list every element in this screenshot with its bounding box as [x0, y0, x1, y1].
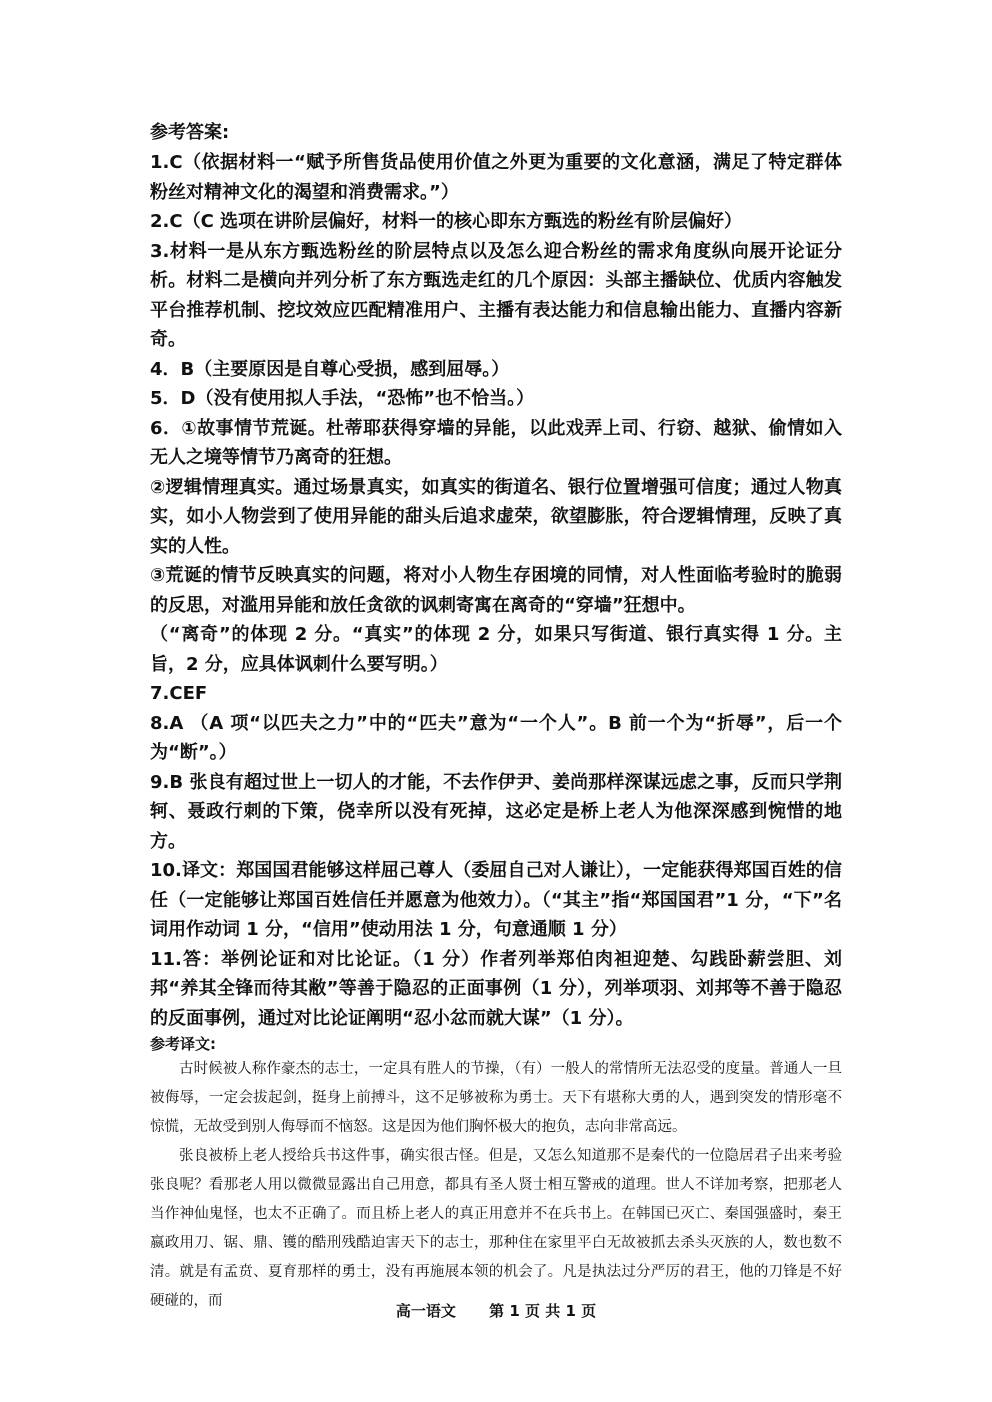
answer-9: 9.B 张良有超过世上一切人的才能，不去作伊尹、姜尚那样深谋远虑之事，反而只学荆轲、聂政行刺的下策，侥幸所以没有死掉，这必定是桥上老人为他深深感到惋惜的地方。 — [150, 771, 842, 852]
translation-heading: 参考译文: — [150, 1035, 216, 1053]
answer-8: 8.A （A 项“以匹夫之力”中的“匹夫”意为“一个人”。B 前一个为“折辱”，后一个为“断”。） — [150, 712, 842, 763]
answer-3: 3.材料一是从东方甄选粉丝的阶层特点以及怎么迎合粉丝的需求角度纵向展开论证分析。材料二是横向并列分析了东方甄选走红的几个原因：头部主播缺位、优质内容触发平台推荐机制、挖坟效应匹配精准用户、主播有表达能力和信息输出能力、直播内容新奇。 — [150, 240, 842, 350]
translation-paragraph-1: 古时候被人称作豪杰的志士，一定具有胜人的节操，（有）一般人的常情所无法忍受的度量。普通人一旦被侮辱，一定会拔起剑，挺身上前搏斗，这不足够被称为勇士。天下有堪称大勇的人，遇到突发的情形毫不惊慌，无故受到别人侮辱而不恼怒。这是因为他们胸怀极大的抱负，志向非常高远。 — [150, 1061, 842, 1135]
answer-1: 1.C（依据材料一“赋予所售货品使用价值之外更为重要的文化意涵，满足了特定群体粉丝对精神文化的渴望和消费需求。”） — [150, 152, 842, 203]
answer-7: 7.CEF — [150, 683, 208, 704]
page-footer — [0, 1300, 992, 1321]
answer-sheet — [150, 118, 842, 1316]
answer-4: 4．B（主要原因是自尊心受损，感到屈辱。） — [150, 358, 510, 380]
answer-11: 11.答：举例论证和对比论证。（1 分）作者列举郑伯肉袒迎楚、勾践卧薪尝胆、刘邦“养其全锋而待其敝”等善于隐忍的正面事例（1 分），列举项羽、刘邦等不善于隐忍的反面事例，通过对比论证阐明“忍小忿而就大谋”（1 分）。 — [150, 948, 842, 1029]
answer-6-point-2: ②逻辑情理真实。通过场景真实，如真实的街道名、银行位置增强可信度；通过人物真实，如小人物尝到了使用异能的甜头后追求虚荣，欲望膨胀，符合逻辑情理，反映了真实的人性。 — [150, 476, 842, 557]
page-heading: 参考答案: — [150, 122, 230, 143]
translation-paragraph-2: 张良被桥上老人授给兵书这件事，确实很古怪。但是，又怎么知道那不是秦代的一位隐居君子出来考验张良呢？看那老人用以微微显露出自己用意，都具有圣人贤士相互警戒的道理。世人不详加考察，把那老人当作神仙鬼怪，也太不正确了。而且桥上老人的真正用意并不在兵书上。在韩国已灭亡、秦国强盛时，秦王嬴政用刀、锯、鼎、镬的酷刑残酷迫害天下的志士，那种住在家里平白无故被抓去杀头灭族的人，数也数不清。就是有孟贲、夏育那样的勇士，没有再施展本领的机会了。凡是执法过分严厉的君王，他的刀锋是不好硬碰的，而 — [150, 1148, 842, 1309]
answer-2: 2.C（C 选项在讲阶层偏好，材料一的核心即东方甄选的粉丝有阶层偏好） — [150, 211, 743, 232]
answer-list — [150, 148, 842, 1033]
footer-subject: 高一语文 — [395, 1302, 456, 1320]
answer-6-scoring: （“离奇”的体现 2 分。“真实”的体现 2 分，如果只写街道、银行真实得 1 分。主旨，2 分，应具体讽刺什么要写明。） — [150, 624, 842, 675]
footer-page-number: 第 1 页 共 1 页 — [489, 1302, 597, 1320]
answer-10: 10.译文：郑国国君能够这样屈己尊人（委屈自己对人谦让），一定能获得郑国百姓的信任（一定能够让郑国百姓信任并愿意为他效力）。（“其主”指“郑国国君”1 分，“下”名词用作动词 1 分，“信用”使动用法 1 分，句意通顺 1 分） — [150, 860, 842, 940]
translation-body — [150, 1055, 842, 1316]
answer-6-point-1: 6．①故事情节荒诞。杜蒂耶获得穿墙的异能，以此戏弄上司、行窃、越狱、偷情如入无人之境等情节乃离奇的狂想。 — [150, 417, 842, 468]
answer-6-point-3: ③荒诞的情节反映真实的问题，将对小人物生存困境的同情，对人性面临考验时的脆弱的反思，对滥用异能和放任贪欲的讽刺寄寓在离奇的“穿墙”狂想中。 — [150, 565, 842, 616]
answer-5: 5．D（没有使用拟人手法，“恐怖”也不恰当。） — [150, 388, 535, 409]
